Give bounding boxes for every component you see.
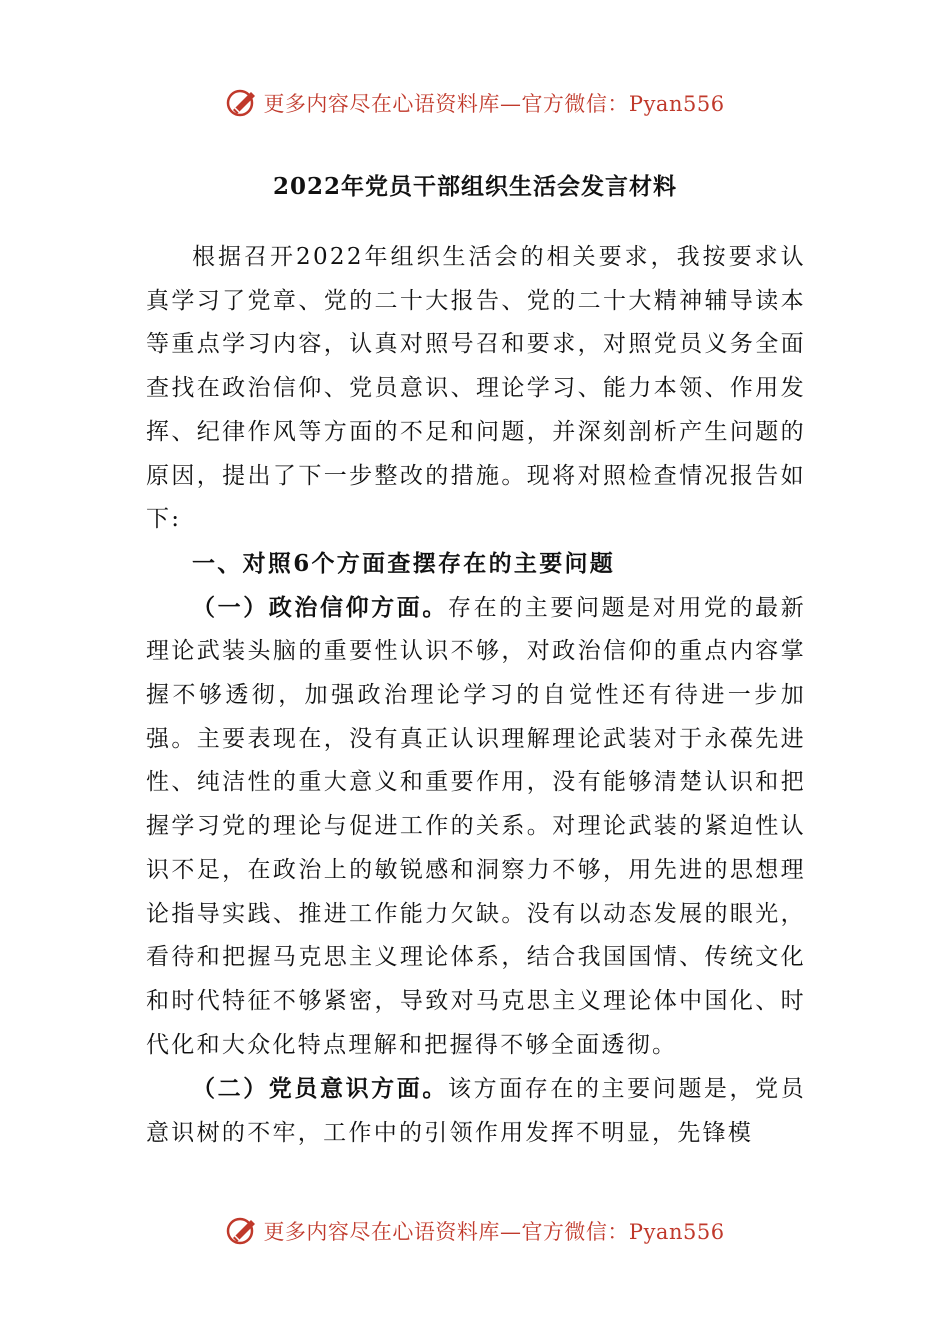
section-heading: 一、对照6个方面查摆存在的主要问题	[192, 549, 616, 577]
banner-label: 更多内容尽在心语资料库—官方微信：Pyan556	[263, 92, 725, 116]
pen-logo-icon	[225, 1214, 259, 1248]
footer-banner	[0, 1206, 950, 1256]
subsection-heading: （二）党员意识方面。	[192, 1075, 448, 1103]
subsection-text: 该方面存在的主要问题是，党员意识树的不牢，工作中的引领作用发挥不明显，先锋模	[146, 1076, 807, 1147]
banner-label: 更多内容尽在心语资料库—官方微信：Pyan556	[263, 1220, 725, 1244]
document-body	[146, 236, 806, 1156]
pen-logo-icon	[225, 86, 259, 120]
subsection-text: 存在的主要问题是对用党的最新理论武装头脑的重要性认识不够，对政治信仰的重点内容掌握不够透彻，加强政治理论学习的自觉性还有待进一步加强。主要表现在，没有真正认识理解理论武装对于永葆先进性、纯洁性的重大意义和重要作用，没有能够清楚认识和把握学习党的理论与促进工作的关系。对理论武装的紧迫性认识不足，在政治上的敏锐感和洞察力不够，用先进的思想理论指导实践、推进工作能力欠缺。没有以动态发展的眼光，看待和把握马克思主义理论体系，结合我国国情、传统文化和时代特征不够紧密，导致对马克思主义理论体中国化、时代化和大众化特点理解和把握得不够全面透彻。	[146, 594, 807, 1058]
subsection-heading: （一）政治信仰方面。	[192, 593, 448, 621]
header-banner	[0, 78, 950, 128]
subsection-paragraph	[146, 1067, 806, 1155]
subsection-paragraph	[146, 586, 806, 1068]
document-title: 2022年党员干部组织生活会发言材料	[272, 173, 677, 200]
intro-paragraph: 根据召开2022年组织生活会的相关要求，我按要求认真学习了党章、党的二十大报告、党的二十大精神辅导读本等重点学习内容，认真对照号召和要求，对照党员义务全面查找在政治信仰、党员意识、理论学习、能力本领、作用发挥、纪律作风等方面的不足和问题，并深刻剖析产生问题的原因，提出了下一步整改的措施。现将对照检查情况报告如下:	[146, 244, 806, 533]
